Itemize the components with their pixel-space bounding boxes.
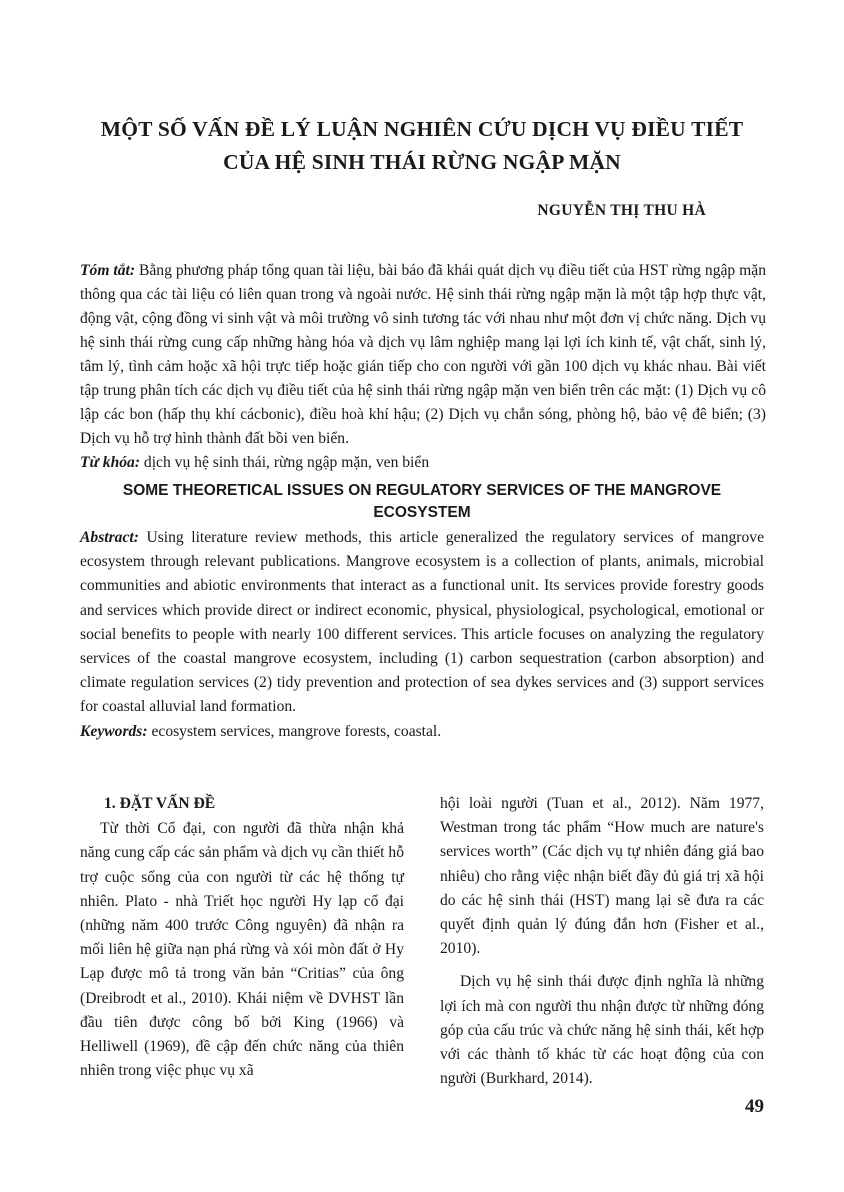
body-paragraph: Dịch vụ hệ sinh thái được định nghĩa là những lợi ích mà con người thu nhận được từ những đóng góp của cấu trúc và chức năng hệ sinh thái, kết hợp với các thành tố khác từ các hoạt động của con người (Burkhard, 2014). [440,973,764,1088]
abstract-label-en: Abstract: [80,529,139,546]
section-heading: 1. ĐẶT VẤN ĐỀ [104,795,216,812]
english-abstract-paragraph [80,526,764,720]
author-name: NGUYỄN THỊ THU HÀ [537,202,706,219]
body-paragraph: hội loài người (Tuan et al., 2012). Năm 1977, Westman trong tác phẩm “How much are nature's services worth” (Các dịch vụ tự nhiên đáng giá bao nhiêu) cho rằng việc nhận biết đầy đủ giá trị xã hội do các hệ sinh thái (HST) mang lại sẽ đưa ra các quyết định quản lý đúng đắn hơn (Fisher et al., 2010). [440,795,764,958]
page-number: 49 [745,1096,764,1117]
abstract-label-vn: Tóm tắt: [80,262,136,279]
article-title-line-1: MỘT SỐ VẤN ĐỀ LÝ LUẬN NGHIÊN CỨU DỊCH VỤ ĐIỀU TIẾT [100,117,744,141]
vietnamese-abstract [80,259,766,475]
english-title-line-2: ECOSYSTEM [373,504,471,521]
keywords-label-vn: Từ khóa: [80,454,141,471]
english-abstract [80,526,764,744]
article-title-line-2: CỦA HỆ SINH THÁI RỪNG NGẬP MẶN [223,150,621,174]
body-paragraph: Từ thời Cổ đại, con người đã thừa nhận khả năng cung cấp các sản phẩm và dịch vụ cần thiết hỗ trợ cuộc sống của con người từ các hệ thống tự nhiên. Plato - nhà Triết học người Hy lạp cổ đại (những năm 400 trước Công nguyên) đã nhận ra mối liên hệ giữa nạn phá rừng và xói mòn đất ở Hy Lạp được mô tả trong văn bản “Critias” của ông (Dreibrodt et al., 2010). Khái niệm về DVHST lần đầu tiên được công bố bởi King (1966) và Helliwell (1969), đề cập đến chức năng của thiên nhiên trong việc phục vụ xã [80,820,404,1080]
vietnamese-abstract-paragraph [80,259,766,451]
keywords-text-vn: dịch vụ hệ sinh thái, rừng ngập mặn, ven biển [140,454,430,471]
keywords-text-en: ecosystem services, mangrove forests, coastal. [147,722,442,740]
english-title [70,480,774,524]
article-title [60,113,784,179]
abstract-text-en: Using literature review methods, this article generalized the regulatory services of mangrove ecosystem through relevant publications. Mangrove ecosystem is a collection of plants, animals, microbial communities and abiotic environments that interact as a functional unit. Its services provide forestry goods and services which provide direct or indirect economic, physical, physiological, psychological, emotional or social benefits to people with nearly 100 different services. This article focuses on analyzing the regulatory services of the coastal mangrove ecosystem, including (1) carbon sequestration (carbon absorption) and climate regulation services (2) tidy prevention and protection of sea dykes services and (3) support services for coastal alluvial land formation. [80,529,764,716]
body-column-right [440,792,764,1091]
keywords-vn [80,451,766,475]
english-title-line-1: SOME THEORETICAL ISSUES ON REGULATORY SERVICES OF THE MANGROVE [122,482,722,499]
keywords-label-en: Keywords: [80,722,148,740]
keywords-en [80,720,764,744]
body-column-left [80,792,404,1083]
abstract-text-vn: Bằng phương pháp tổng quan tài liệu, bài báo đã khái quát dịch vụ điều tiết của HST rừng ngập mặn thông qua các tài liệu có liên quan trong và ngoài nước. Hệ sinh thái rừng ngập mặn là một tập hợp thực vật, động vật, cộng đồng vi sinh vật và môi trường vô sinh tương tác với nhau như một đơn vị chức năng. Dịch vụ hệ sinh thái rừng cung cấp những hàng hóa và dịch vụ lâm nghiệp mang lại lợi ích kinh tế, vật chất, sinh lý, tâm lý, tình cảm hoặc xã hội trực tiếp hoặc gián tiếp cho con người với gần 100 dịch vụ khác nhau. Bài viết tập trung phân tích các dịch vụ điều tiết của hệ sinh thái rừng ngập mặn ven biển trên các mặt: (1) Dịch vụ cô lập các bon (hấp thụ khí cácbonic), điều hoà khí hậu; (2) Dịch vụ chắn sóng, phòng hộ, bảo vệ đê biển; (3) Dịch vụ hỗ trợ hình thành đất bồi ven biển. [80,262,766,447]
